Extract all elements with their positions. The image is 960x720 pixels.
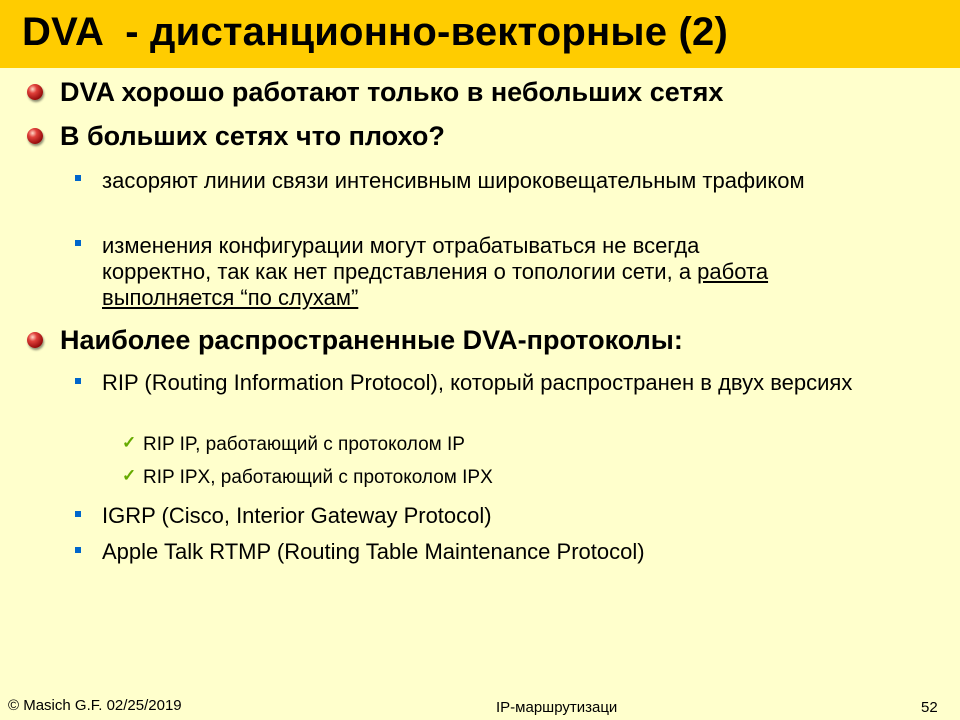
bullet-large-networks-question: В больших сетях что плохо?	[60, 121, 445, 151]
blue-square-bullet-icon	[75, 378, 81, 384]
config-changes-line-2-text: корректно, так как нет представления о топологии сети, а	[102, 259, 698, 284]
slide-title: DVA - дистанционно-векторные (2)	[22, 10, 728, 54]
sub-bullet-apple-talk-rtmp: Apple Talk RTMP (Routing Table Maintenance Protocol)	[102, 539, 645, 564]
green-check-icon: ✓	[122, 466, 137, 485]
blue-square-bullet-icon	[75, 511, 81, 517]
check-item-rip-ipx: RIP IPX, работающий с протоколом IPX	[143, 467, 493, 488]
underlined-rumor-text-2: выполняется “по слухам”	[102, 285, 359, 310]
title-bar	[0, 0, 960, 68]
config-changes-line-2	[102, 259, 932, 285]
underlined-rumor-text-1: работа	[697, 259, 769, 284]
check-item-rip-ip: RIP IP, работающий с протоколом IP	[143, 434, 465, 455]
red-sphere-bullet-icon	[27, 84, 43, 100]
blue-square-bullet-icon	[75, 240, 81, 246]
footer-topic: IP-маршрутизаци	[496, 699, 618, 716]
sub-bullet-config-changes	[102, 233, 932, 311]
red-sphere-bullet-icon	[27, 128, 43, 144]
footer-copyright: © Masich G.F. 02/25/2019	[8, 697, 182, 714]
blue-square-bullet-icon	[75, 175, 81, 181]
sub-bullet-broadcast-traffic: засоряют линии связи интенсивным широковещательным трафиком	[102, 168, 805, 193]
red-sphere-bullet-icon	[27, 332, 43, 348]
bullet-small-networks: DVA хорошо работают только в небольших сетях	[60, 77, 724, 107]
bullet-common-dva-protocols: Наиболее распространенные DVA-протоколы:	[60, 325, 683, 355]
config-changes-line-1: изменения конфигурации могут отрабатываться не всегда	[102, 233, 700, 258]
sub-bullet-igrp: IGRP (Cisco, Interior Gateway Protocol)	[102, 503, 492, 528]
footer-page-number: 52	[921, 699, 938, 716]
sub-bullet-rip: RIP (Routing Information Protocol), который распространен в двух версиях	[102, 370, 853, 395]
blue-square-bullet-icon	[75, 547, 81, 553]
green-check-icon: ✓	[122, 433, 137, 452]
